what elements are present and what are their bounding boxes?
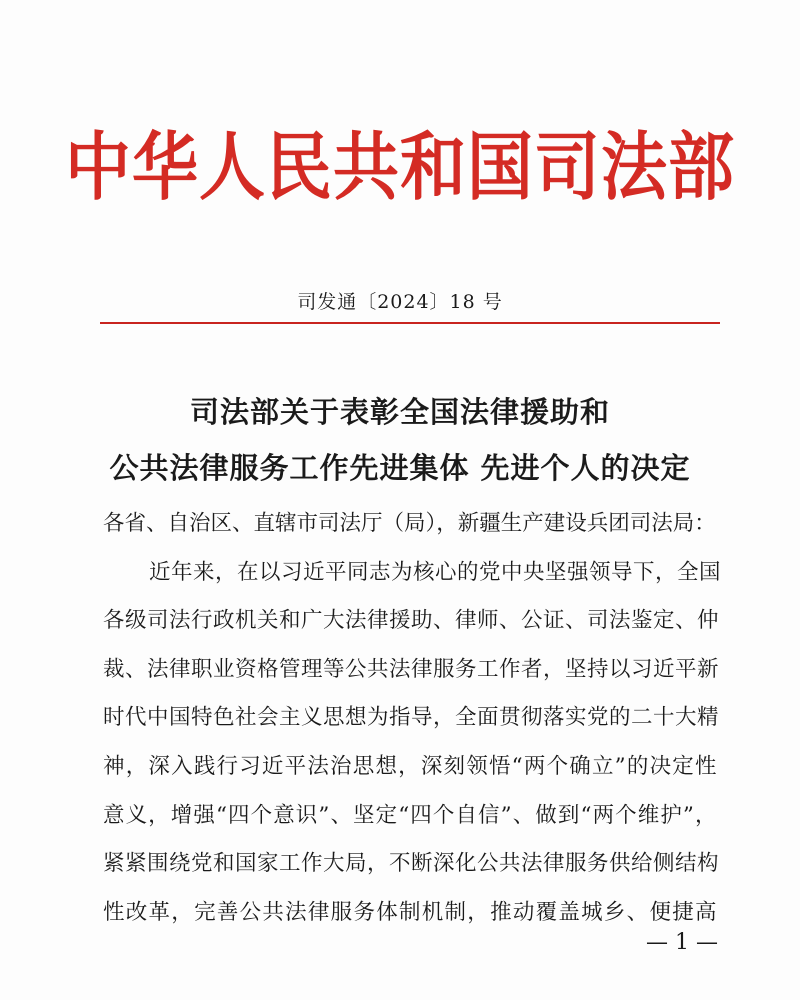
body-line-5: 神，深入践行习近平法治思想，深刻领悟“两个确立”的决定性 bbox=[103, 754, 717, 779]
body-line-4: 时代中国特色社会主义思想为指导，全面贯彻落实党的二十大精 bbox=[103, 705, 720, 730]
document-number: 司发通〔2024〕18 号 bbox=[297, 291, 503, 313]
red-divider-line bbox=[100, 322, 720, 324]
salutation: 各省、自治区、直辖市司法厅（局），新疆生产建设兵团司法局： bbox=[103, 511, 716, 536]
document-title-line-1: 司法部关于表彰全国法律援助和 bbox=[189, 395, 610, 429]
masthead-title: 中华人民共和国司法部 bbox=[65, 124, 735, 211]
body-line-1: 近年来，在以习近平同志为核心的党中央坚强领导下，全国 bbox=[149, 560, 722, 585]
body-line-6: 意义，增强“四个意识”、坚定“四个自信”、做到“两个维护”， bbox=[103, 803, 717, 828]
body-line-8: 性改革，完善公共法律服务体制机制，推动覆盖城乡、便捷高 bbox=[103, 900, 717, 925]
body-line-3: 裁、法律职业资格管理等公共法律服务工作者，坚持以习近平新 bbox=[103, 657, 720, 682]
page-number: — 1 — bbox=[646, 930, 718, 955]
body-line-7: 紧紧围绕党和国家工作大局，不断深化公共法律服务供给侧结构 bbox=[103, 851, 720, 876]
body-line-2: 各级司法行政机关和广大法律援助、律师、公证、司法鉴定、仲 bbox=[103, 608, 720, 633]
document-title-line-2: 公共法律服务工作先进集体 先进个人的决定 bbox=[109, 451, 691, 485]
